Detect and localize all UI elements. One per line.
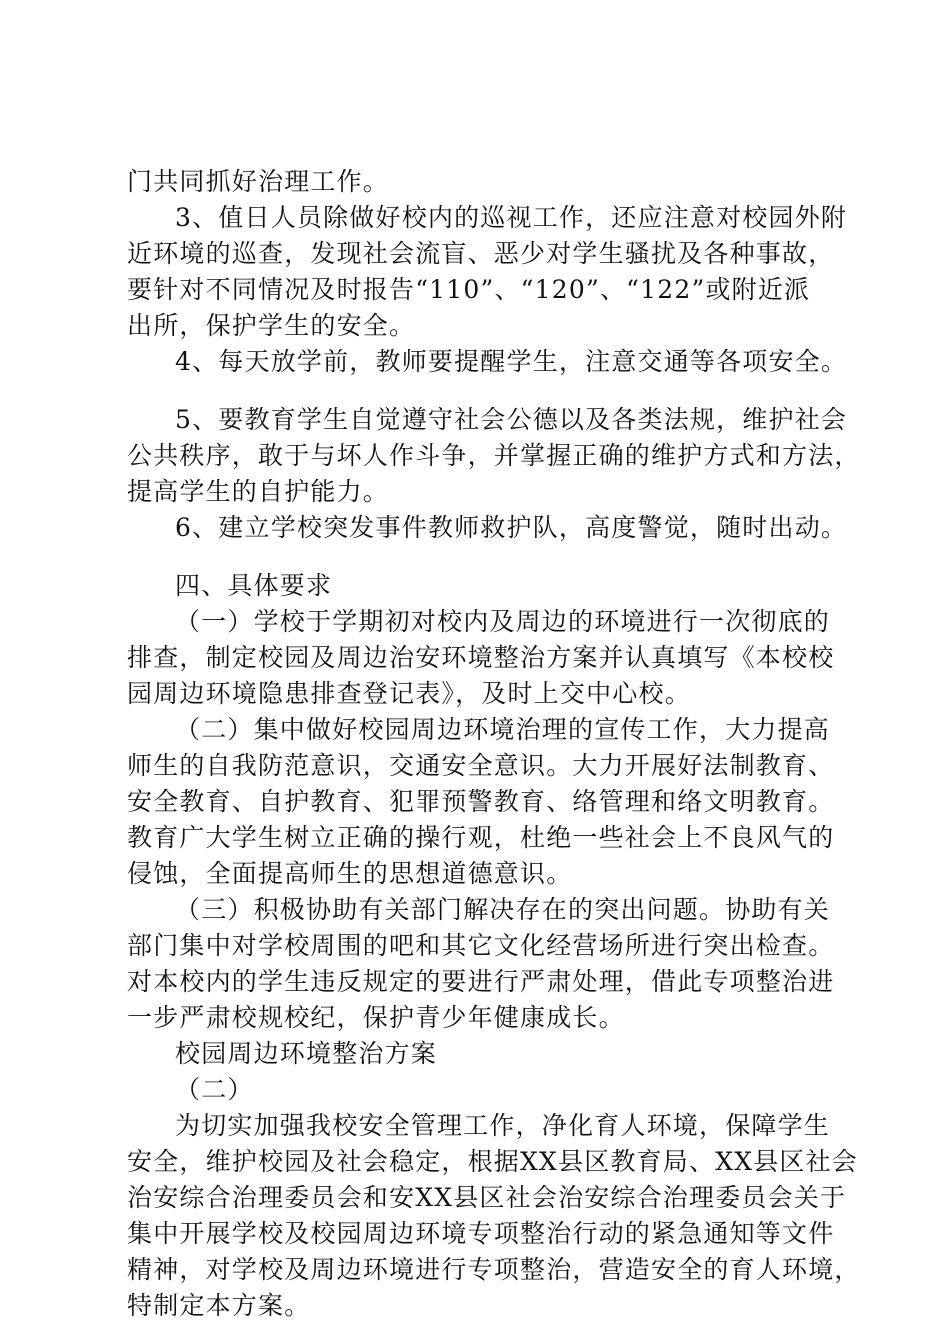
text-line: 出所，保护学生的安全。 <box>127 311 416 340</box>
text-line: 园周边环境隐患排查登记表》，及时上交中心校。 <box>127 679 691 708</box>
text-line: 精神，对学校及周边环境进行专项整治，营造安全的育人环境， <box>127 1255 861 1284</box>
text-line: 近环境的巡查，发现社会流盲、恶少对学生骚扰及各种事故， <box>127 239 835 268</box>
text-line: 安全，维护校园及社会稳定，根据XX县区教育局、XX县区社会 <box>127 1147 858 1176</box>
text-line: 为切实加强我校安全管理工作，净化育人环境，保障学生 <box>175 1111 831 1140</box>
text-line: 安全教育、自护教育、犯罪预警教育、络管理和络文明教育。 <box>127 787 835 816</box>
text-line: （二）集中做好校园周边环境治理的宣传工作，大力提高 <box>175 715 831 744</box>
text-line: 要针对不同情况及时报告“110”、“120”、“122”或附近派 <box>127 275 811 304</box>
document-title: 校园周边环境整治方案 <box>175 1039 438 1068</box>
text-line: 师生的自我防范意识，交通安全意识。大力开展好法制教育、 <box>127 751 835 780</box>
text-line: 门共同抓好治理工作。 <box>127 167 390 196</box>
text-line: 5、要教育学生自觉遵守社会公德以及各类法规，维护社会 <box>175 405 848 434</box>
text-line: 6、建立学校突发事件教师救护队，高度警觉，随时出动。 <box>175 513 848 542</box>
text-line: 排查，制定校园及周边治安环境整治方案并认真填写《本校校 <box>127 643 835 672</box>
text-line: 特制定本方案。 <box>127 1291 311 1320</box>
section-heading: 四、具体要求 <box>175 571 333 600</box>
text-line: 集中开展学校及校园周边环境专项整治行动的紧急通知等文件 <box>127 1219 835 1248</box>
text-line: 提高学生的自护能力。 <box>127 477 390 506</box>
text-line: 侵蚀，全面提高师生的思想道德意识。 <box>127 859 573 888</box>
text-line: 对本校内的学生违反规定的要进行严肃处理，借此专项整治进 <box>127 967 835 996</box>
text-line: 3、值日人员除做好校内的巡视工作，还应注意对校园外附 <box>175 203 848 232</box>
text-line: 教育广大学生树立正确的操行观，杜绝一些社会上不良风气的 <box>127 823 835 852</box>
text-line: 公共秩序，敢于与坏人作斗争，并掌握正确的维护方式和方法， <box>127 441 861 470</box>
text-line: 部门集中对学校周围的吧和其它文化经营场所进行突出检查。 <box>127 931 835 960</box>
text-line: 4、每天放学前，教师要提醒学生，注意交通等各项安全。 <box>175 347 848 376</box>
text-line: 治安综合治理委员会和安XX县区社会治安综合治理委员会关于 <box>127 1183 847 1212</box>
text-line: （一）学校于学期初对校内及周边的环境进行一次彻底的 <box>175 607 831 636</box>
text-line: 一步严肃校规校纪，保护青少年健康成长。 <box>127 1003 625 1032</box>
document-subtitle: （二） <box>175 1075 254 1104</box>
text-line: （三）积极协助有关部门解决存在的突出问题。协助有关 <box>175 895 831 924</box>
